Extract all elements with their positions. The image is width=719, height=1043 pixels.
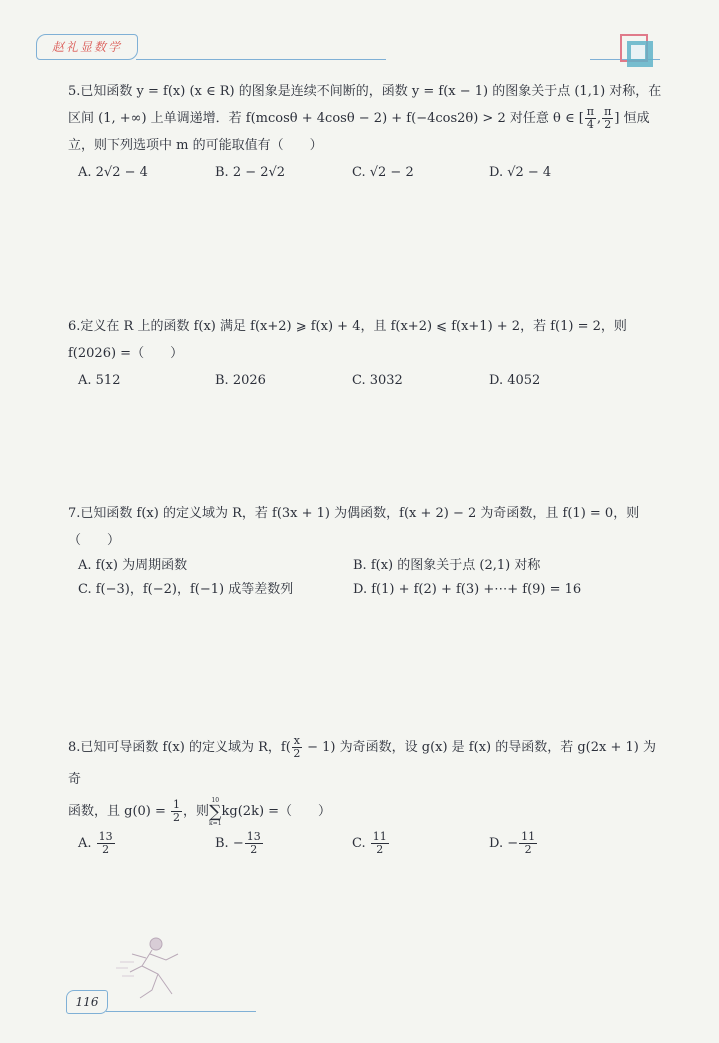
q5-options (78, 159, 668, 186)
fraction-pi-2: $\frac{\pi}{2}$ (604, 105, 612, 131)
option-d: D. f(1) + f(2) + f(3) +⋯+ f(9) = 16 (353, 582, 582, 597)
q8-line-1: 8.已知可导函数 f(x) 的定义域为 R，f( $\frac{x}{2}$ − 1) 为奇函数，设 g(x) 是 f(x) 的导函数，若 g(2x + 1) 为奇 (68, 734, 656, 787)
q5-line-2: 区间 (1, +∞) 上单调递增．若 f(mcosθ + 4cosθ − 2) + f(−4cos2θ) > 2 对任意 θ ∈ [ $\frac{\pi}{4}$ , $\frac{\pi}{2}$ ] 恒成 (68, 105, 650, 131)
option-c: C. √2 − 2 (352, 165, 414, 180)
page-number: 116 (66, 990, 108, 1014)
q6-line-2: f(2026) =（ ） (68, 346, 184, 361)
footer-rule (106, 1011, 256, 1012)
q6-options (78, 367, 668, 394)
option-b: B. f(x) 的图象关于点 (2,1) 对称 (353, 558, 541, 573)
q8-line-2: 函数，且 g(0) = $\frac{1}{2}$ ，则 10 ∑ k=1 kg(2k) =（ ） (68, 796, 332, 827)
option-b: B. − $\frac{13}{2}$ (215, 830, 261, 856)
question-7 (68, 500, 668, 602)
option-a: A. $\frac{13}{2}$ (78, 830, 113, 856)
summation-sign: 10 ∑ k=1 (209, 796, 222, 827)
fraction-1-2: $\frac{1}{2}$ (173, 798, 181, 824)
option-b: B. 2026 (215, 373, 266, 388)
q7-line-2: （ ） (68, 533, 121, 548)
q7-options (78, 554, 668, 602)
question-8 (68, 732, 668, 860)
q8-options (78, 828, 668, 860)
runner-illustration-icon (112, 932, 202, 1002)
option-a: A. 512 (78, 373, 121, 388)
brand-label: 赵礼显数学 (36, 34, 138, 60)
option-c: C. $\frac{11}{2}$ (352, 830, 387, 856)
option-c: C. f(−3)，f(−2)，f(−1) 成等差数列 (78, 582, 294, 597)
option-a: A. 2√2 − 4 (78, 165, 148, 180)
option-b: B. 2 − 2√2 (215, 165, 286, 180)
option-d: D. − $\frac{11}{2}$ (489, 830, 536, 856)
question-6 (68, 313, 668, 394)
fraction-x-2: $\frac{x}{2}$ (293, 734, 301, 760)
q6-line-1: 6.定义在 R 上的函数 f(x) 满足 f(x+2) ⩾ f(x) + 4，且 f(x+2) ⩽ f(x+1) + 2，若 f(1) = 2，则 (68, 319, 627, 334)
option-d: D. √2 − 4 (489, 165, 552, 180)
option-c: C. 3032 (352, 373, 403, 388)
fraction-pi-4: $\frac{\pi}{4}$ (586, 105, 595, 131)
option-d: D. 4052 (489, 373, 541, 388)
q5-line-3: 立，则下列选项中 m 的可能取值有（ ） (68, 138, 323, 153)
corner-logo-icon (620, 34, 654, 68)
option-a: A. f(x) 为周期函数 (78, 558, 188, 573)
question-5 (68, 78, 668, 186)
q7-line-1: 7.已知函数 f(x) 的定义域为 R，若 f(3x + 1) 为偶函数，f(x + 2) − 2 为奇函数，且 f(1) = 0，则 (68, 506, 640, 521)
header-rule (136, 59, 386, 60)
q5-line-1: 5.已知函数 y = f(x) (x ∈ R) 的图象是连续不间断的，函数 y = f(x − 1) 的图象关于点 (1,1) 对称，在 (68, 84, 662, 99)
